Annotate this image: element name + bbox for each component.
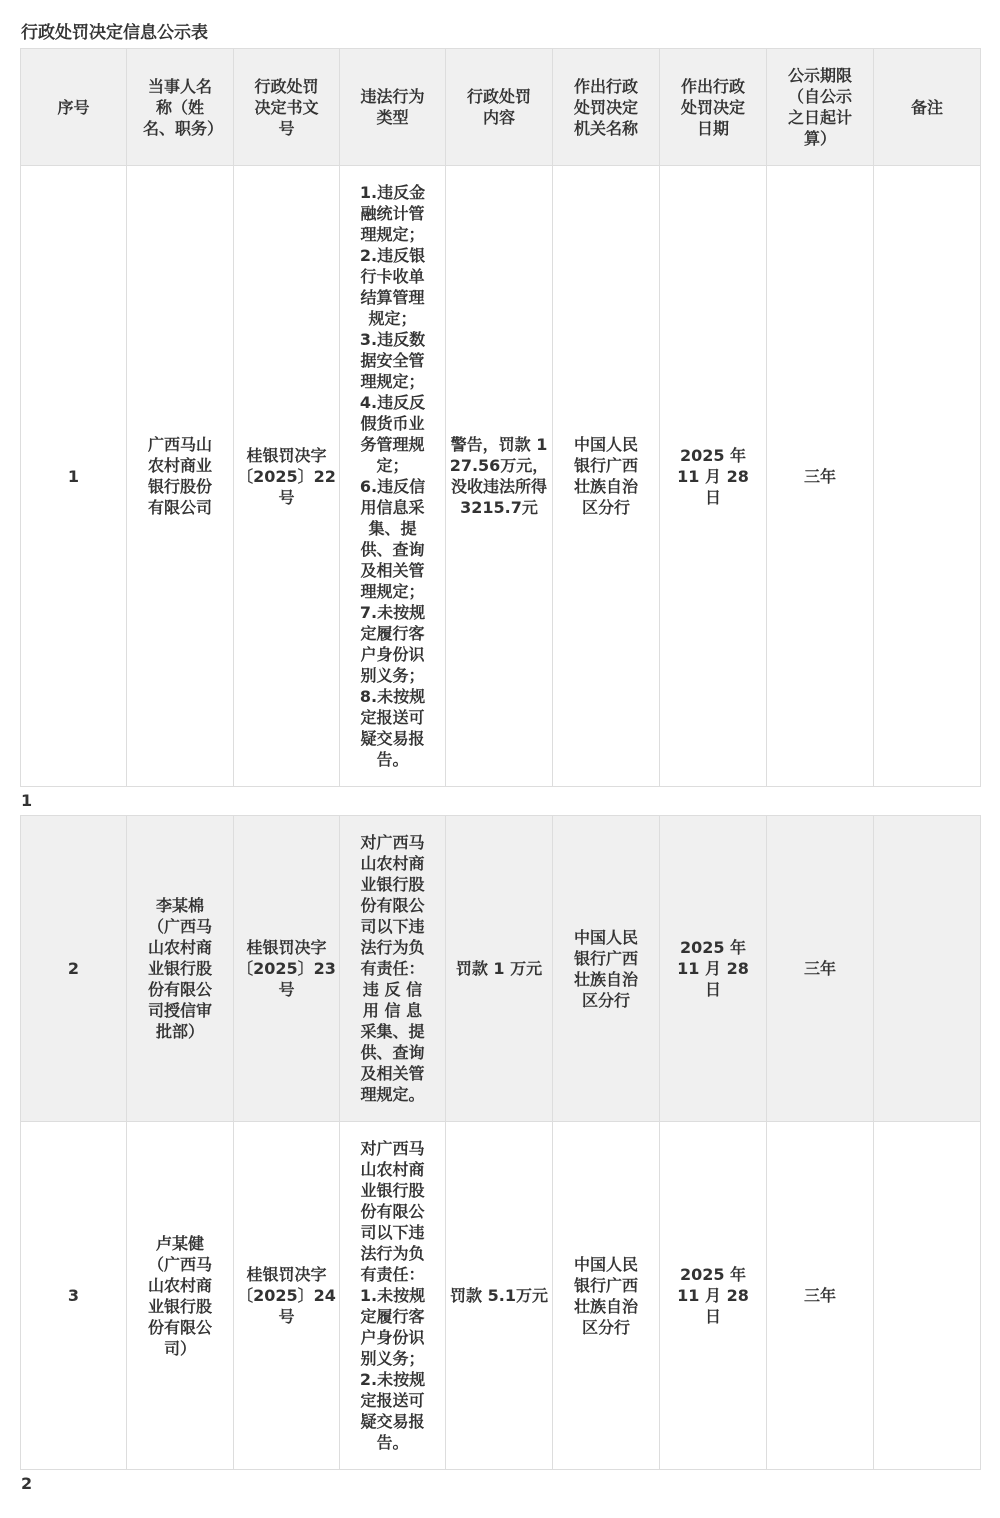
penalty-table-page-1 bbox=[20, 48, 981, 787]
cell-violation: 1.违反金融统计管理规定； 2.违反银行卡收单结算管理规定； 3.违反数据安全管理规定； 4.违反反假货币业务管理规定； 6.违反信用信息采集、提供、查询及相关管理规定； 7.未按规定履行客户身份识别义务； 8.未按规定报送可疑交易报告。 bbox=[340, 166, 446, 787]
header-cell-no: 序号 bbox=[21, 49, 127, 166]
cell-doc-no: 桂银罚决字〔2025〕24号 bbox=[234, 1122, 340, 1470]
cell-authority: 中国人民银行广西壮族自治区分行 bbox=[553, 816, 660, 1122]
penalty-table-page-2 bbox=[20, 815, 981, 1470]
page-title: 行政处罚决定信息公示表 bbox=[21, 23, 208, 43]
cell-penalty: 罚款 5.1万元 bbox=[446, 1122, 553, 1470]
table-row bbox=[21, 166, 981, 787]
header-cell-doc-no: 行政处罚决定书文号 bbox=[234, 49, 340, 166]
cell-doc-no: 桂银罚决字〔2025〕22号 bbox=[234, 166, 340, 787]
cell-no: 2 bbox=[21, 816, 127, 1122]
cell-authority: 中国人民银行广西壮族自治区分行 bbox=[553, 1122, 660, 1470]
cell-note bbox=[874, 816, 981, 1122]
header-cell-party: 当事人名称（姓名、职务） bbox=[127, 49, 234, 166]
cell-no: 3 bbox=[21, 1122, 127, 1470]
cell-note bbox=[874, 1122, 981, 1470]
cell-party: 广西马山农村商业银行股份有限公司 bbox=[127, 166, 234, 787]
header-cell-date: 作出行政处罚决定日期 bbox=[660, 49, 767, 166]
header-cell-authority: 作出行政处罚决定机关名称 bbox=[553, 49, 660, 166]
cell-no: 1 bbox=[21, 166, 127, 787]
header-cell-period: 公示期限（自公示之日起计算） bbox=[767, 49, 874, 166]
cell-violation: 对广西马山农村商业银行股份有限公司以下违法行为负有责任：违 反 信 用 信 息采集、提供、查询及相关管理规定。 bbox=[340, 816, 446, 1122]
cell-period: 三年 bbox=[767, 816, 874, 1122]
cell-authority: 中国人民银行广西壮族自治区分行 bbox=[553, 166, 660, 787]
cell-party: 卢某健（广西马山农村商业银行股份有限公司） bbox=[127, 1122, 234, 1470]
cell-date: 2025 年 11 月 28日 bbox=[660, 816, 767, 1122]
cell-penalty: 罚款 1 万元 bbox=[446, 816, 553, 1122]
cell-note bbox=[874, 166, 981, 787]
cell-period: 三年 bbox=[767, 1122, 874, 1470]
cell-period: 三年 bbox=[767, 166, 874, 787]
cell-doc-no: 桂银罚决字〔2025〕23号 bbox=[234, 816, 340, 1122]
page-number: 2 bbox=[21, 1474, 33, 1493]
page-number: 1 bbox=[21, 791, 33, 810]
cell-date: 2025 年 11 月 28日 bbox=[660, 166, 767, 787]
table-row bbox=[21, 816, 981, 1122]
header-cell-note: 备注 bbox=[874, 49, 981, 166]
header-cell-violation: 违法行为类型 bbox=[340, 49, 446, 166]
table-row bbox=[21, 1122, 981, 1470]
cell-party: 李某棉（广西马山农村商业银行股份有限公司授信审批部） bbox=[127, 816, 234, 1122]
header-cell-penalty: 行政处罚内容 bbox=[446, 49, 553, 166]
table-header-row bbox=[21, 49, 981, 166]
cell-date: 2025 年 11 月 28日 bbox=[660, 1122, 767, 1470]
cell-penalty: 警告，罚款 127.56万元，没收违法所得 3215.7元 bbox=[446, 166, 553, 787]
cell-violation: 对广西马山农村商业银行股份有限公司以下违法行为负有责任： 1.未按规定履行客户身份识别义务； 2.未按规定报送可疑交易报告。 bbox=[340, 1122, 446, 1470]
